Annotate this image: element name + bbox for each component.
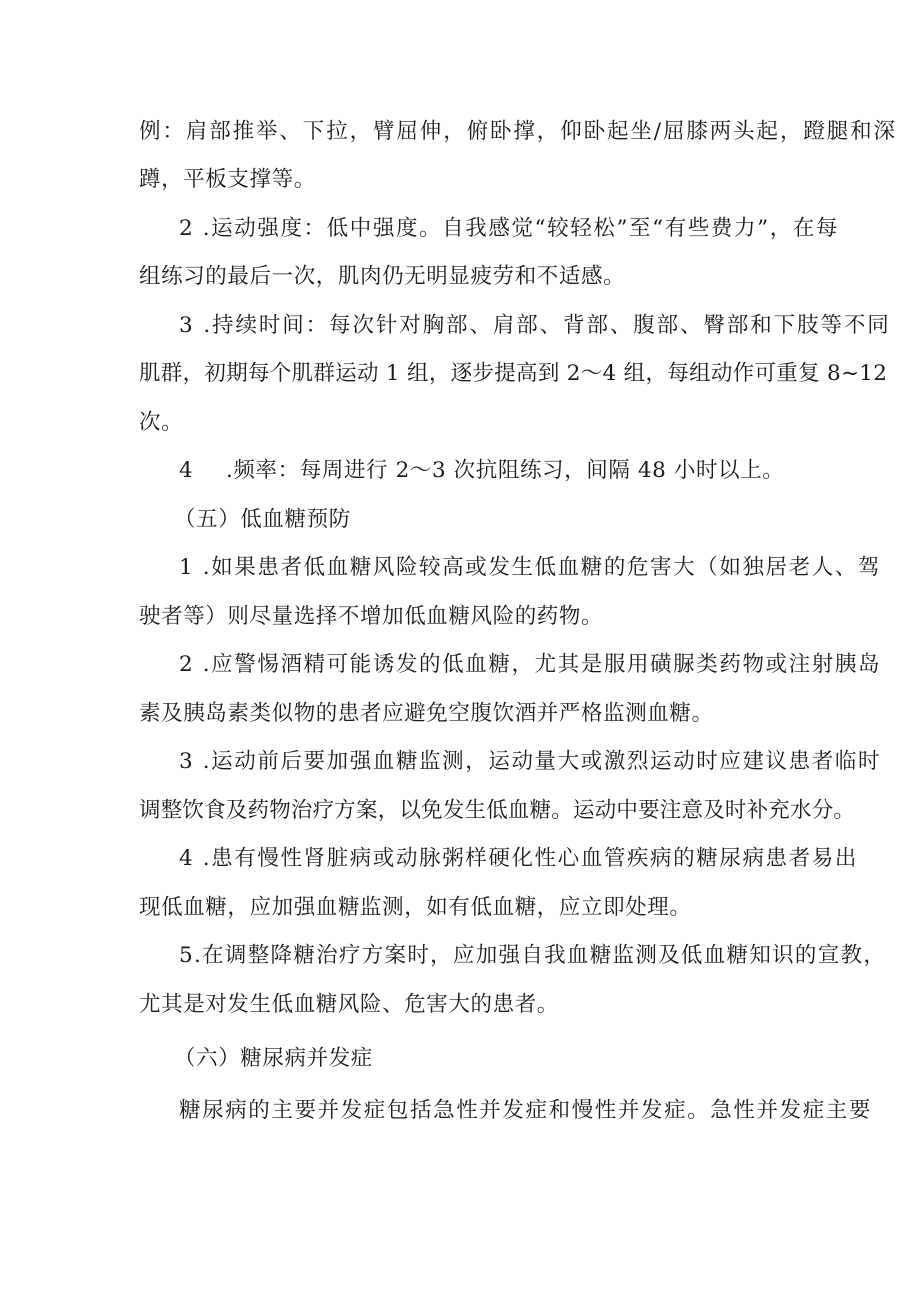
exercise-duration-line-1: 3 .持续时间：每次针对胸部、肩部、背部、腹部、臀部和下肢等不同	[179, 313, 891, 338]
hypo-1-line-2: 驶者等）则尽量选择不增加低血糖风险的药物。	[139, 604, 604, 629]
exercise-examples-line-1: 例：肩部推举、下拉，臂屈伸，俯卧撑，仰卧起坐/屈膝两头起，蹬腿和深	[139, 119, 897, 144]
hypo-2-line-1: 2 .应警惕酒精可能诱发的低血糖，尤其是服用磺脲类药物或注射胰岛	[179, 652, 882, 677]
hypo-5-line-2: 尤其是对发生低血糖风险、危害大的患者。	[139, 992, 559, 1017]
exercise-duration-line-3: 次。	[139, 410, 184, 435]
complications-intro-line-1: 糖尿病的主要并发症包括急性并发症和慢性并发症。急性并发症主要	[179, 1098, 873, 1123]
section-complications-heading: （六）糖尿病并发症	[174, 1046, 373, 1071]
exercise-examples-line-2: 蹲，平板支撑等。	[139, 167, 316, 192]
section-hypoglycemia-heading: （五）低血糖预防	[174, 507, 351, 532]
hypo-3-line-2: 调整饮食及药物治疗方案，以免发生低血糖。运动中要注意及时补充水分。	[139, 798, 856, 823]
hypo-2-line-2: 素及胰岛素类似物的患者应避免空腹饮酒并严格监测血糖。	[139, 701, 714, 726]
hypo-5-line-1: 5.在调整降糖治疗方案时，应加强自我血糖监测及低血糖知识的宣教，	[179, 943, 887, 968]
exercise-frequency-text: .频率：每周进行 2～3 次抗阻练习，间隔 48 小时以上。	[226, 458, 785, 483]
hypo-4-line-1: 4 .患有慢性肾脏病或动脉粥样硬化性心血管疾病的糖尿病患者易出	[179, 846, 858, 871]
exercise-intensity-line-1: 2 .运动强度：低中强度。自我感觉“较轻松”至“有些费力”，在每	[179, 216, 840, 241]
hypo-1-line-1: 1 .如果患者低血糖风险较高或发生低血糖的危害大（如独居老人、驾	[179, 555, 882, 580]
exercise-intensity-line-2: 组练习的最后一次，肌肉仍无明显疲劳和不适感。	[139, 264, 626, 289]
exercise-duration-line-2: 肌群，初期每个肌群运动 1 组，逐步提高到 2～4 组，每组动作可重复 8~12	[139, 361, 888, 386]
hypo-3-line-1: 3 .运动前后要加强血糖监测，运动量大或激烈运动时应建议患者临时	[179, 749, 882, 774]
hypo-4-line-2: 现低血糖，应加强血糖监测，如有低血糖，应立即处理。	[139, 895, 692, 920]
exercise-frequency-number: 4	[179, 458, 194, 483]
